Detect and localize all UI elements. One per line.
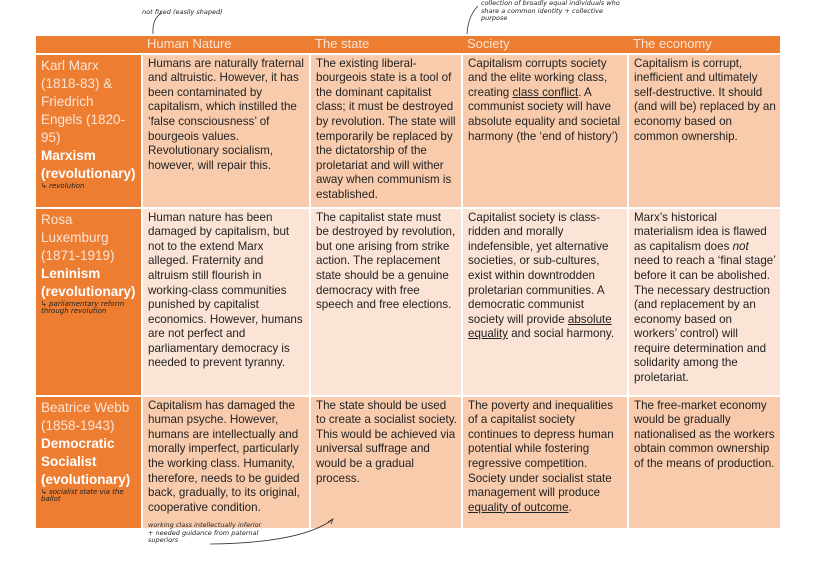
thinker-name: Beatrice Webb (1858-1943) (41, 399, 130, 433)
table-row (36, 54, 780, 208)
annotation-webb-human-nature: working class intellectually inferior + needed guidance from paternal superiors (148, 521, 262, 544)
thinker-name: Karl Marx (1818-83) & Friedrich Engels (1820-95) (41, 57, 126, 145)
socialism-comparison-table (36, 36, 780, 528)
header-state: The state (310, 36, 462, 54)
state-cell: The state should be used to create a socialist society. This would be achieved via universal suffrage and would be a gradual process. (310, 396, 462, 528)
state-cell: The existing liberal-bourgeois state is a tool of the dominant capitalist class; it must be destroyed by revolution. The state will temporarily be replaced by the dictatorship of the proletariat and will wither away when communism is established. (310, 54, 462, 208)
ideology-label: Leninism (revolutionary) (41, 265, 136, 299)
ideology-label: Marxism (revolutionary) (41, 147, 136, 181)
header-blank (36, 36, 142, 54)
annotation-pointer (467, 6, 478, 34)
handwritten-note: ↳ parliamentary reform through revolution (41, 299, 125, 316)
economy-cell: Marx’s historical materialism idea is flawed as capitalism does not need to reach a ‘final stage’ before it can be abolished. The necessary destruction (and replacement by an economy based on workers’ control) will require determination and solidarity among the proletariat. (628, 208, 780, 396)
society-cell: The poverty and inequalities of a capitalist society continues to depress human potential while fostering regressive competition. Society under socialist state management will produce equality of outcome. (462, 396, 628, 528)
human-nature-cell: Capitalism has damaged the human psyche. However, humans are intellectually and morally imperfect, particularly the working class. Humanity, therefore, needs to be guided back, gradually, to its original, cooperative condition. (142, 396, 310, 528)
thinker-cell (36, 208, 142, 396)
header-society: Society (462, 36, 628, 54)
economy-cell: Capitalism is corrupt, inefficient and ultimately self-destructive. It should (and will be) replaced by an economy based on common ownership. (628, 54, 780, 208)
header-economy: The economy (628, 36, 780, 54)
header-row (36, 36, 780, 54)
state-cell: The capitalist state must be destroyed by revolution, but one arising from strike action. The replacement state should be a genuine democracy with free speech and free elections. (310, 208, 462, 396)
thinker-cell (36, 396, 142, 528)
human-nature-cell: Humans are naturally fraternal and altruistic. However, it has been contaminated by capitalism, which instilled the ‘false consciousness’ of bourgeois values. Revolutionary socialism, however, will repair this. (142, 54, 310, 208)
ideology-label: Democratic Socialist (evolutionary) (41, 435, 131, 487)
header-human-nature: Human Nature (142, 36, 310, 54)
handwritten-note: ↳ socialist state via the ballot (41, 487, 124, 504)
handwritten-note: ↳ revolution (41, 181, 85, 190)
table-row (36, 208, 780, 396)
society-cell: Capitalist society is class-ridden and morally indefensible, yet alternative societies, or sub-cultures, exist within downtrodden proletarian communities. A democratic communist society will provide absolute equality and social harmony. (462, 208, 628, 396)
table-row (36, 396, 780, 528)
economy-cell: The free-market economy would be gradually nationalised as the workers obtain common ownership of the means of production. (628, 396, 780, 528)
society-cell: Capitalism corrupts society and the elite working class, creating class conflict. A communist society will have absolute equality and societal harmony (the ‘end of history’) (462, 54, 628, 208)
thinker-cell (36, 54, 142, 208)
human-nature-cell: Human nature has been damaged by capitalism, but not to the extend Marx alleged. Fraternity and altruism still flourish in working-class communities punished by capitalist economics. However, humans are not perfect and parliamentary democracy is needed to prevent tyranny. (142, 208, 310, 396)
annotation-society: collection of broadly equal individuals who share a common identity + collective purpose (481, 0, 620, 22)
annotation-human-nature: not fixed (easily shaped) (142, 8, 223, 16)
thinker-name: Rosa Luxemburg (1871-1919) (41, 211, 115, 263)
